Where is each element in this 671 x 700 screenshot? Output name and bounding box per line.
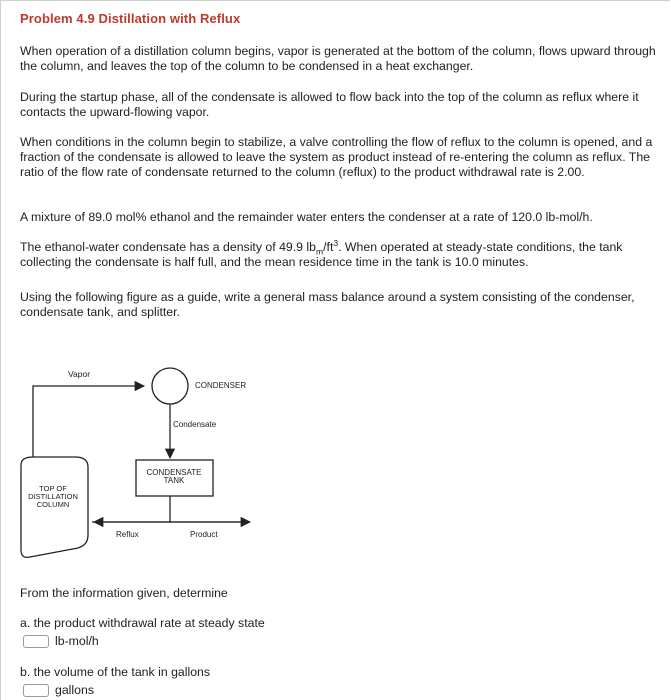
answer-b-input[interactable]: [23, 684, 49, 697]
density-superscript: 3: [333, 237, 339, 248]
paragraph-feed-composition: A mixture of 89.0 mol% ethanol and the remainder water enters the condenser at a rate of 120.0 lb-mol/h.: [20, 210, 593, 224]
vapor-line: [33, 386, 144, 457]
answer-a-unit: lb-mol/h: [55, 634, 99, 648]
column-label-line3: COLUMN: [36, 500, 70, 509]
paragraph-density-residence: [20, 237, 665, 270]
question-b: b. the volume of the tank in gallons: [20, 665, 211, 679]
tank-label-line2: TANK: [163, 476, 185, 485]
paragraph-reflux-ratio: When conditions in the column begin to stabilize, a valve controlling the flow of reflux to the column is opened, and a fraction of the condensate is allowed to leave the system as product instead of re-entering the column as reflux. The ratio of the flow rate of condensate returned to the column (reflux) to the product withdrawal rate is 2.00.: [20, 135, 653, 179]
density-unit-text: /ft: [323, 240, 334, 254]
paragraph-startup-vapor: When operation of a distillation column begins, vapor is generated at the bottom of the column, flows upward through the column, and leaves the top of the column to be condensed in a heat exchanger.: [20, 44, 656, 73]
distillation-figure: [20, 360, 260, 570]
paragraph-mass-balance-instruction: Using the following figure as a guide, write a general mass balance around a system consisting of the condenser, condensate tank, and splitter.: [20, 290, 635, 319]
reflux-label: Reflux: [116, 530, 139, 539]
questions-intro: From the information given, determine: [20, 586, 228, 600]
column-label-line1: TOP OF: [39, 484, 67, 493]
question-a: a. the product withdrawal rate at steady state: [20, 616, 265, 630]
residence-text: . When operated at steady-state conditions, the tank collecting the condensate is half full, and the mean residence time in the tank is 10.0 minutes.: [20, 240, 623, 269]
product-label: Product: [190, 530, 218, 539]
answer-b-unit: gallons: [55, 683, 94, 697]
density-text: The ethanol-water condensate has a density of 49.9 lb: [20, 240, 317, 254]
answer-row-a: [23, 634, 99, 648]
column-label-line2: DISTILLATION: [28, 492, 78, 501]
answer-row-b: [23, 683, 94, 697]
condenser-label: CONDENSER: [195, 381, 247, 390]
vapor-label: Vapor: [68, 369, 91, 379]
problem-title: Problem 4.9 Distillation with Reflux: [20, 11, 241, 26]
density-subscript: m: [316, 246, 324, 257]
condensate-label: Condensate: [173, 420, 217, 429]
condenser-icon: [152, 368, 188, 404]
paragraph-startup-reflux: During the startup phase, all of the condensate is allowed to flow back into the top of the column as reflux where it contacts the upward-flowing vapor.: [20, 90, 639, 119]
tank-label-line1: CONDENSATE: [146, 468, 202, 477]
answer-a-input[interactable]: [23, 635, 49, 648]
